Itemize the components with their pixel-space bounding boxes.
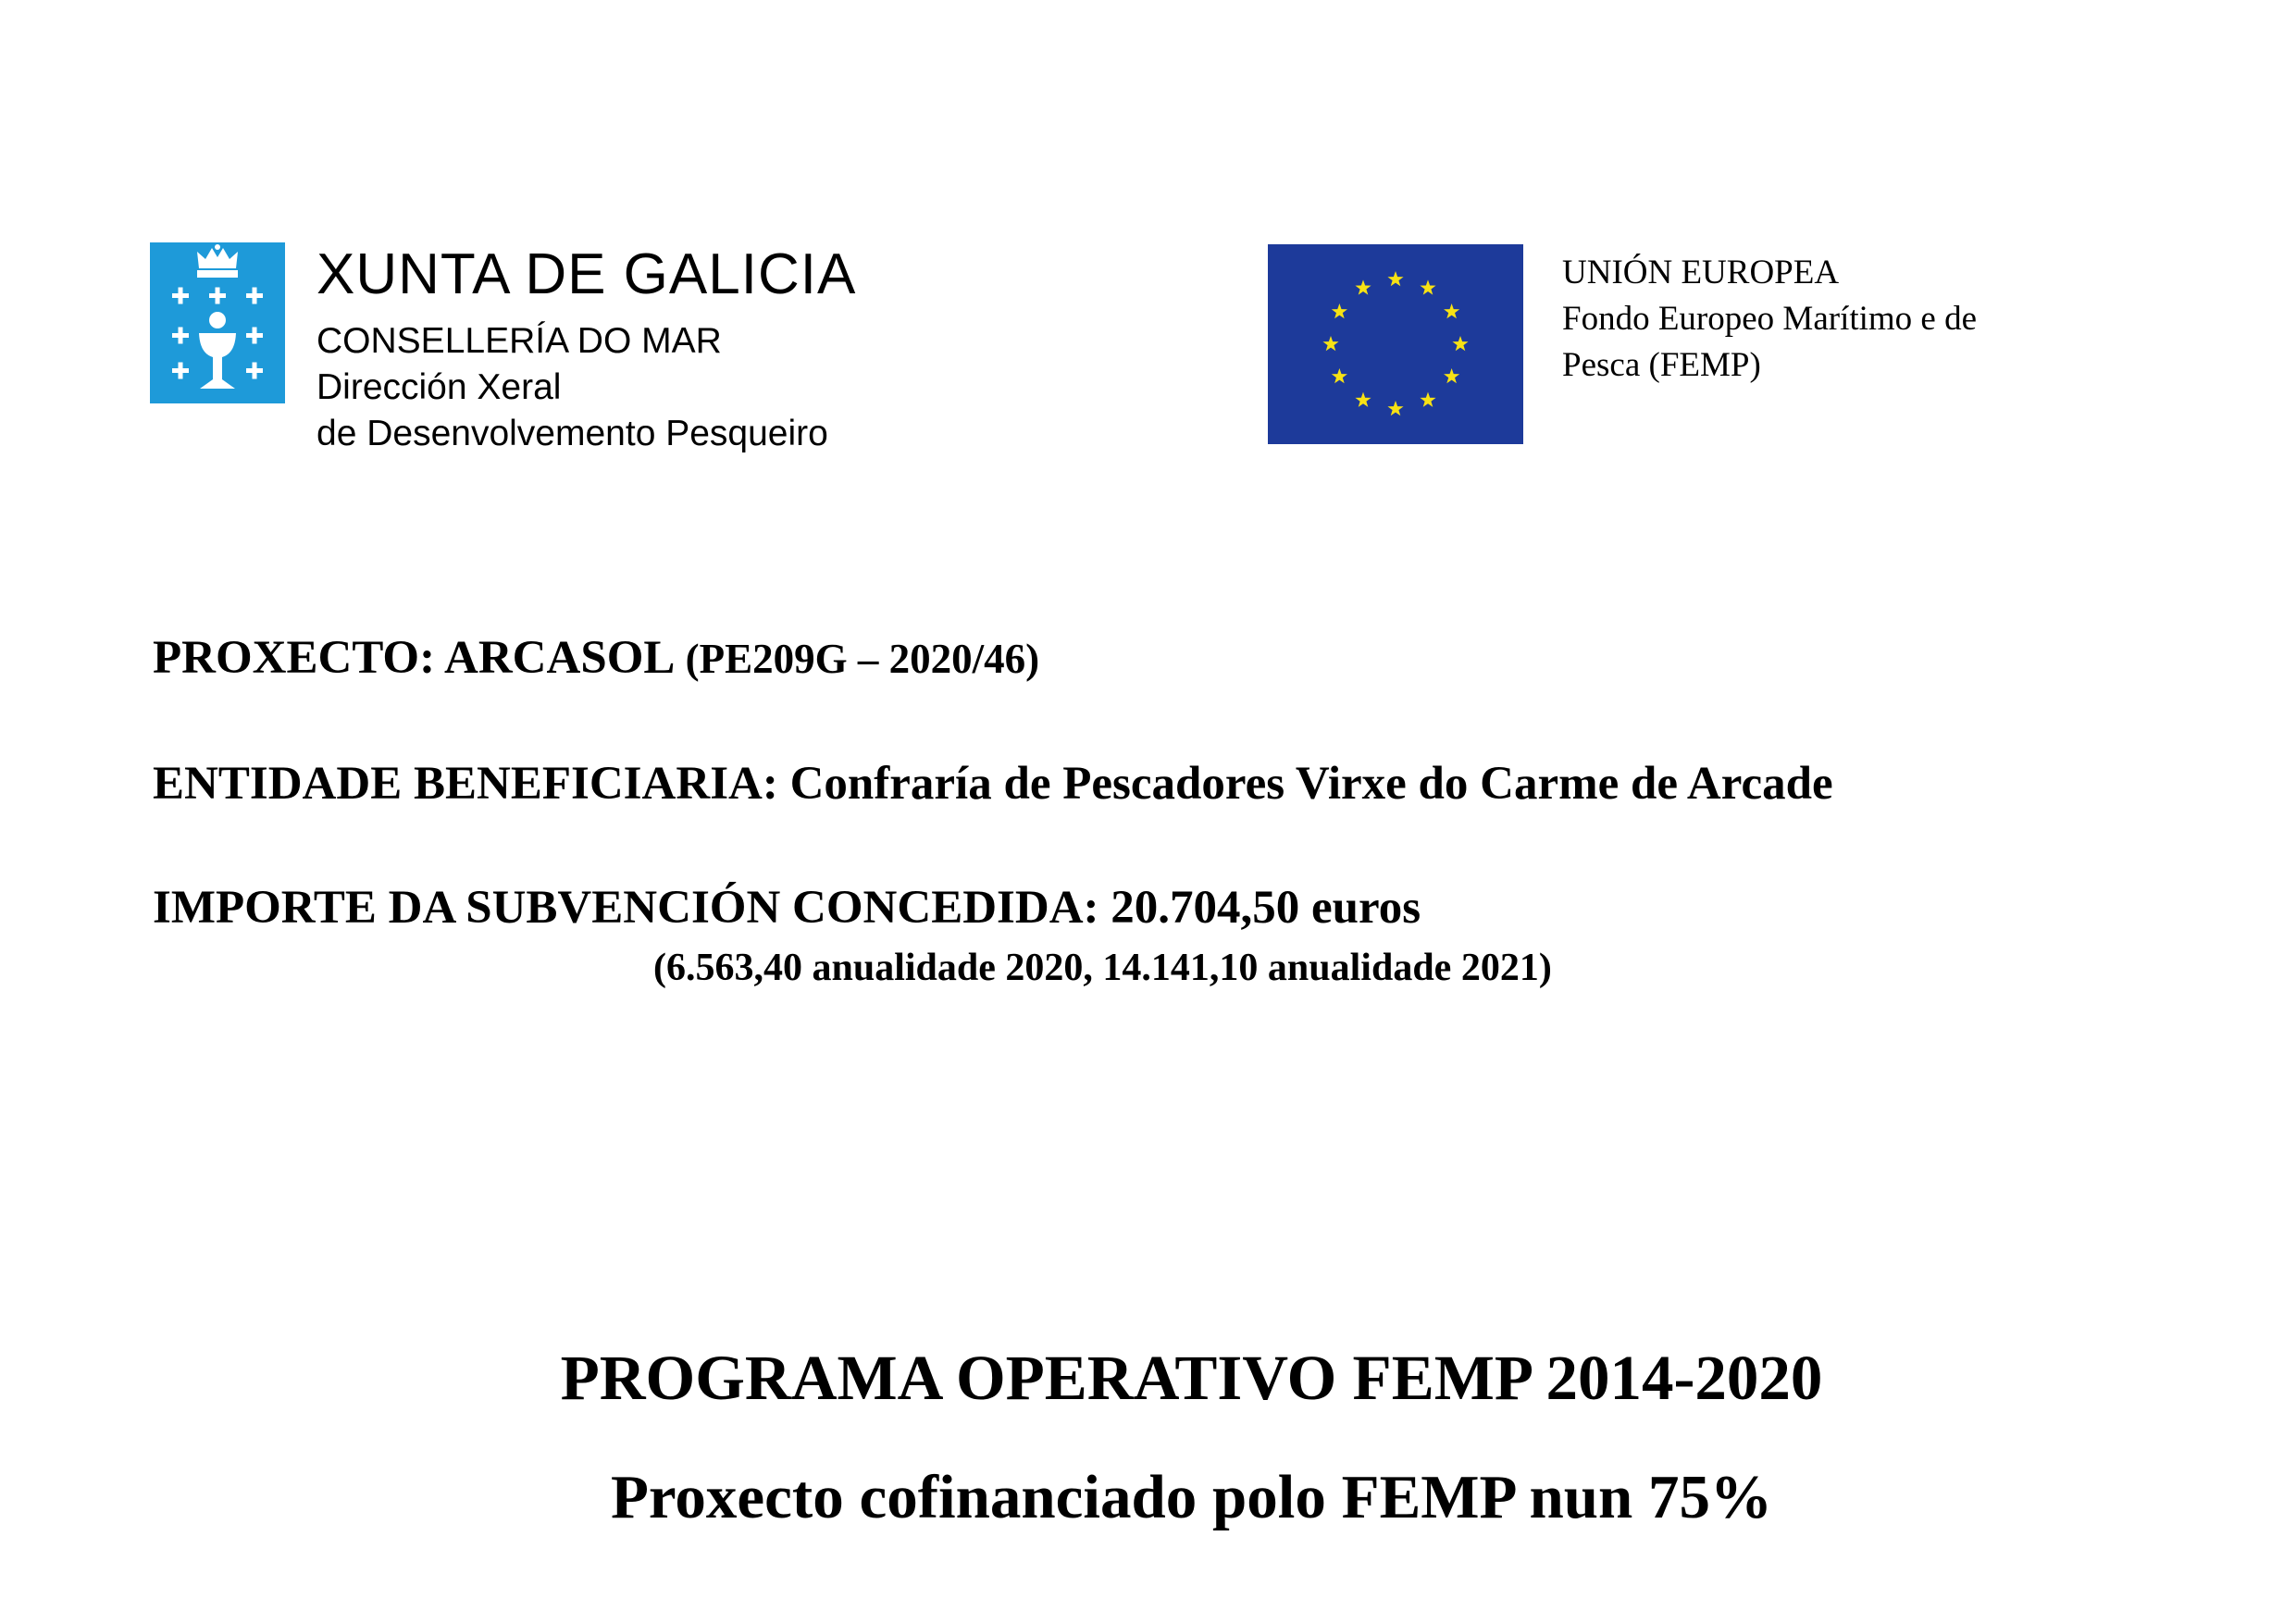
xunta-header	[316, 242, 856, 457]
eu-fund-label-2: Pesca (FEMP)	[1562, 346, 1761, 384]
eu-header	[1562, 250, 1977, 389]
xunta-conselleria: CONSELLERÍA DO MAR	[316, 321, 722, 361]
project-code: (PE209G – 2020/46)	[675, 636, 1040, 682]
project-label: PROXECTO: ARCASOL	[153, 632, 676, 684]
eu-flag-icon	[1268, 244, 1523, 444]
programme-subtitle: Proxecto cofinanciado polo FEMP nun 75%	[610, 1463, 1773, 1531]
eu-union-label: UNIÓN EUROPEA	[1562, 254, 1840, 291]
project-title	[153, 631, 1039, 685]
xunta-desenvolvemento: de Desenvolvemento Pesqueiro	[316, 414, 828, 453]
xunta-title: XUNTA DE GALICIA	[316, 242, 857, 306]
grant-annualities: (6.563,40 anualidade 2020, 14.141,10 anualidade 2021)	[653, 947, 1552, 989]
beneficiary-entity: ENTIDADE BENEFICIARIA: Confraría de Pescadores Virxe do Carme de Arcade	[153, 758, 1833, 810]
grant-amount: IMPORTE DA SUBVENCIÓN CONCEDIDA: 20.704,50 euros	[153, 882, 1421, 934]
xunta-coat-of-arms-icon	[150, 242, 285, 403]
eu-fund-label: Fondo Europeo Marítimo e de	[1562, 300, 1978, 338]
programme-title: PROGRAMA OPERATIVO FEMP 2014-2020	[560, 1343, 1823, 1413]
xunta-direccion: Dirección Xeral	[316, 367, 562, 407]
